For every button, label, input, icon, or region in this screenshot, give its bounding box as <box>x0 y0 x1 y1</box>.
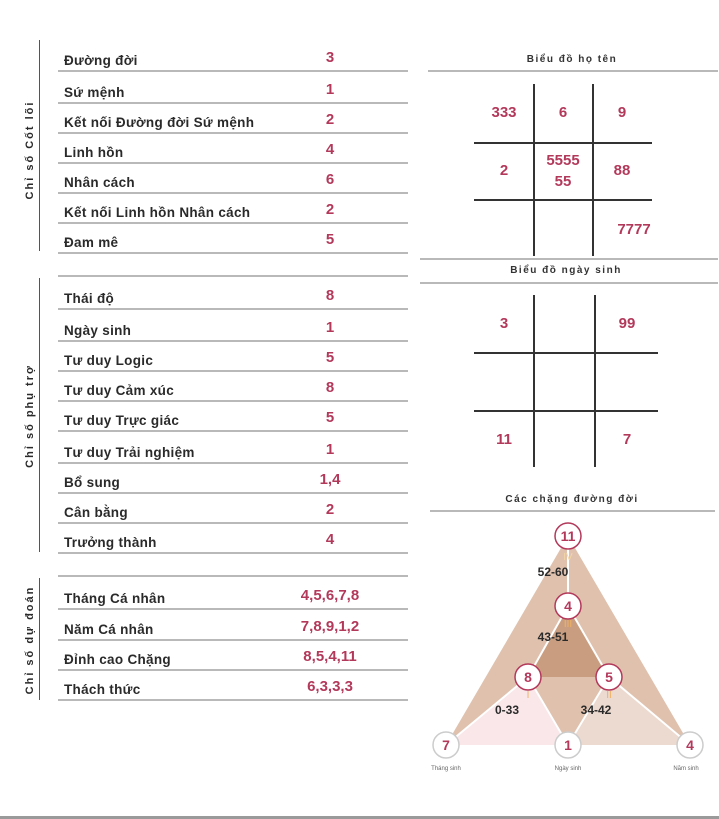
row-value: 5 <box>325 409 335 426</box>
birth-chart-title: Biểu đồ ngày sinh <box>510 265 622 276</box>
row-value: 8 <box>325 379 335 396</box>
grid-value: 333 <box>491 104 517 121</box>
row-value: 1 <box>325 319 335 336</box>
row-value: 8 <box>325 287 335 304</box>
peak-node-left <box>515 664 541 690</box>
row-label: Tư duy Trải nghiệm <box>64 445 195 460</box>
peak-node-right <box>596 664 622 690</box>
row-value: 5 <box>325 349 335 366</box>
range-top: 52-60 <box>537 565 569 579</box>
row-label: Năm Cá nhân <box>64 622 154 637</box>
row-value: 6,3,3,3 <box>307 678 353 695</box>
row-value: 4 <box>325 531 335 548</box>
row-label: Kết nối Linh hồn Nhân cách <box>64 205 251 220</box>
row-value: 2 <box>325 111 335 128</box>
grid-value: 11 <box>496 431 512 448</box>
row-label: Đam mê <box>64 235 119 250</box>
base-label-left: Tháng sinh <box>431 766 461 772</box>
name-chart-title: Biểu đồ họ tên <box>526 54 618 65</box>
grid-value: 88 <box>613 162 631 179</box>
support-section-label: Chỉ số phụ trợ <box>24 364 36 468</box>
base-label-center: Ngày sinh <box>554 766 582 772</box>
node-value: 4 <box>564 598 572 614</box>
row-value: 5 <box>325 231 335 248</box>
node-value: 11 <box>560 528 576 544</box>
base-node-right <box>677 732 703 758</box>
row-label: Bổ sung <box>64 475 121 490</box>
row-value: 7,8,9,1,2 <box>300 618 360 635</box>
row-value: 4 <box>325 141 335 158</box>
base-node-center <box>555 732 581 758</box>
roman-right: II <box>606 690 612 701</box>
row-value: 6 <box>325 171 335 188</box>
node-value: 5 <box>605 669 613 685</box>
grid-value: 9 <box>617 104 627 121</box>
grid-value: 55 <box>554 173 572 190</box>
range-right: 34-42 <box>580 703 612 717</box>
range-left: 0-33 <box>494 703 520 717</box>
peak-node-top <box>555 523 581 549</box>
row-label: Thái độ <box>64 291 115 306</box>
row-label: Trưởng thành <box>64 535 157 550</box>
row-value: 1 <box>325 81 335 98</box>
row-value: 2 <box>325 201 335 218</box>
row-label: Tư duy Logic <box>64 353 154 368</box>
row-label: Nhân cách <box>64 175 135 190</box>
life-stages-title: Các chặng đường đời <box>505 494 639 505</box>
grid-value: 99 <box>618 315 636 332</box>
row-value: 3 <box>325 49 335 66</box>
grid-value: 7777 <box>617 221 651 238</box>
peak-node-upper <box>555 593 581 619</box>
grid-value: 6 <box>558 104 568 121</box>
row-label: Kết nối Đường đời Sứ mệnh <box>64 115 255 130</box>
row-label: Tháng Cá nhân <box>64 591 166 606</box>
node-value: 4 <box>686 737 694 753</box>
row-label: Cân bằng <box>64 505 128 520</box>
row-label: Sứ mệnh <box>64 85 125 100</box>
row-label: Linh hồn <box>64 145 124 160</box>
row-value: 2 <box>325 501 335 518</box>
row-label: Ngày sinh <box>64 323 132 338</box>
row-label: Đường đời <box>64 53 138 68</box>
base-label-right: Năm sinh <box>673 766 699 772</box>
grid-value: 7 <box>622 431 632 448</box>
grid-value: 5555 <box>546 152 580 169</box>
node-value: 7 <box>442 737 450 753</box>
range-upper: 43-51 <box>537 630 569 644</box>
grid-value: 3 <box>499 315 509 332</box>
roman-upper: III <box>563 619 573 630</box>
row-label: Tư duy Trực giác <box>64 413 180 428</box>
roman-top: IV <box>563 552 573 563</box>
row-value: 8,5,4,11 <box>303 648 357 665</box>
base-node-left <box>433 732 459 758</box>
node-value: 8 <box>524 669 532 685</box>
row-value: 1 <box>325 441 335 458</box>
row-label: Tư duy Cảm xúc <box>64 383 174 398</box>
row-label: Đỉnh cao Chặng <box>64 652 171 667</box>
roman-left: I <box>526 690 530 701</box>
grid-value: 2 <box>499 162 509 179</box>
forecast-section-label: Chỉ số dự đoán <box>24 585 36 695</box>
row-value: 1,4 <box>319 471 341 488</box>
row-value: 4,5,6,7,8 <box>300 587 360 604</box>
node-value: 1 <box>564 737 572 753</box>
core-section-label: Chỉ số Cốt lõi <box>24 100 36 200</box>
row-label: Thách thức <box>64 682 141 697</box>
